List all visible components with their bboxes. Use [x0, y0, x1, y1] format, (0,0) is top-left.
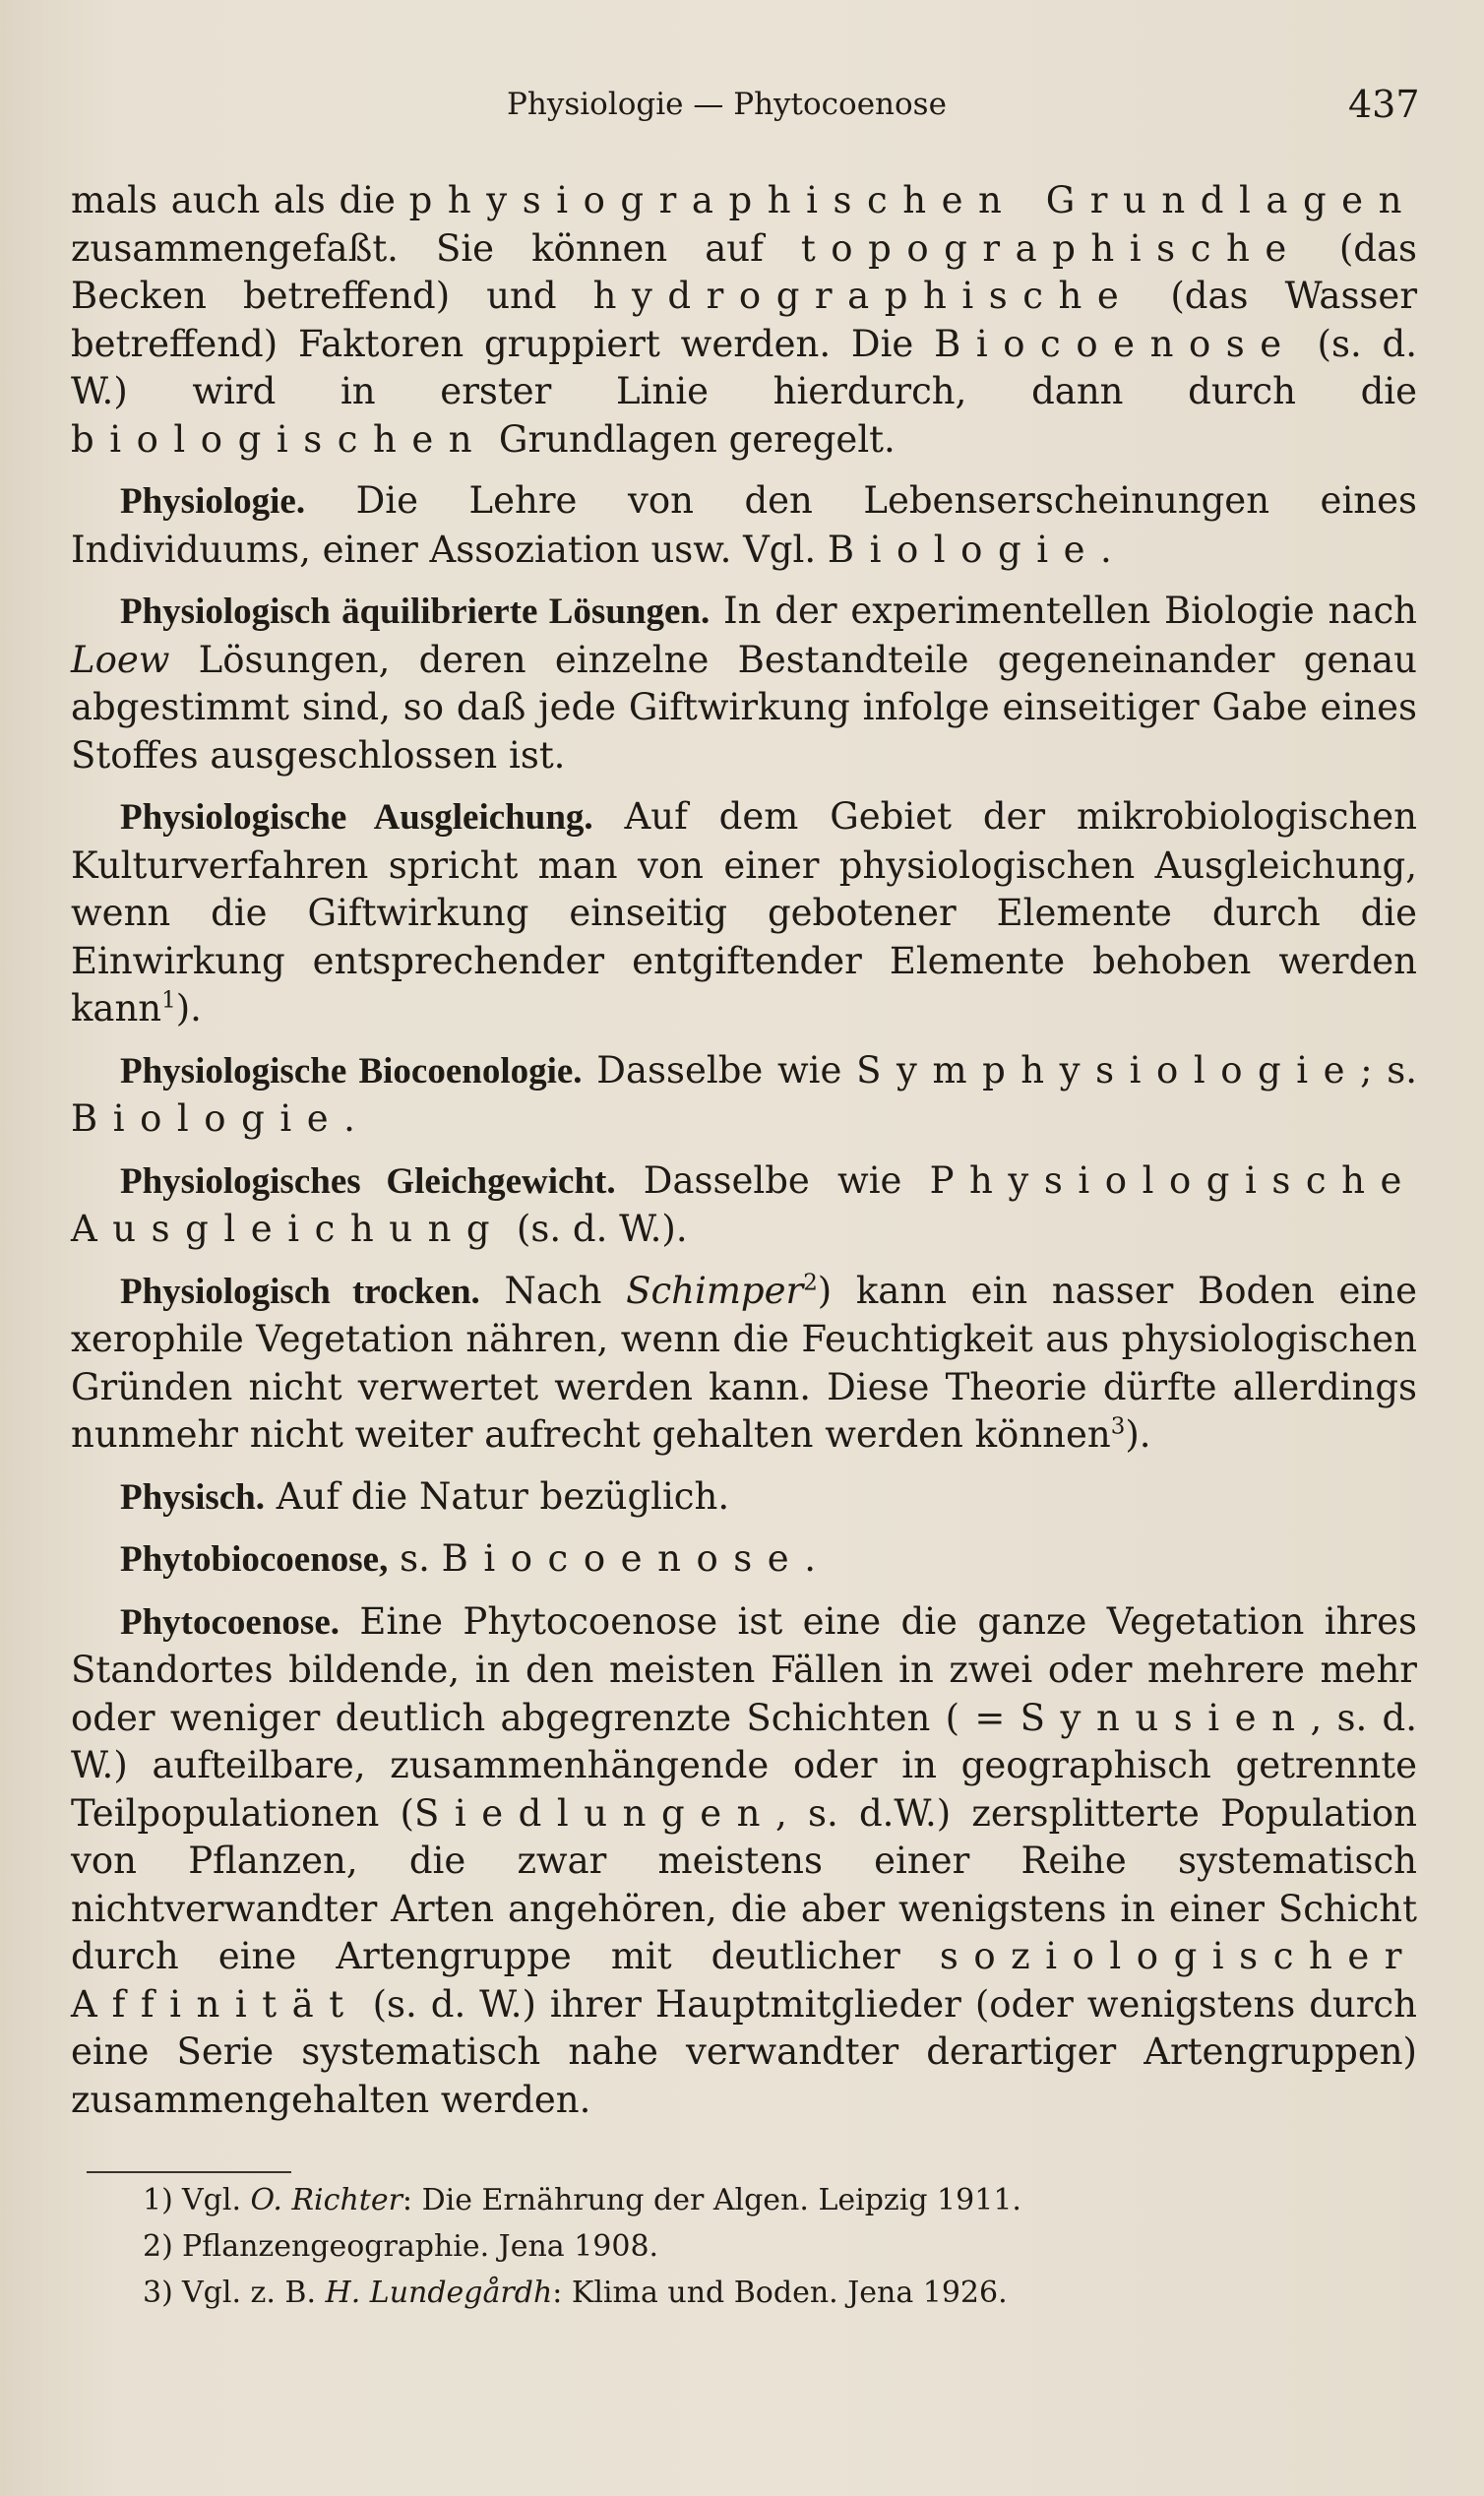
- text: Eine Phytocoenose ist eine die ganze Vegetation ihres Standortes bildende, in den meisten Fällen in zwei oder mehrere mehr oder weniger deutlich abgegrenzte Schichten ( =: [71, 1599, 1417, 1739]
- text: Auf die Natur bezüglich.: [265, 1474, 730, 1518]
- spaced-term: physiographischen Grundlagen: [408, 179, 1417, 221]
- text: ; s.: [1360, 1048, 1417, 1092]
- footnote-ref: 3: [1110, 1413, 1126, 1440]
- spaced-term: Siedlungen: [413, 1791, 776, 1835]
- text: , s. d.W.) zersplitterte Population von Pflanzen, die zwar meistens einer Reihe systematisch nichtverwandter Arten angehören, die aber wenigstens in einer Schicht durch eine Artengruppe mit deutlicher: [71, 1791, 1418, 1977]
- text: Vgl.: [182, 2183, 251, 2217]
- text: Grundlagen geregelt.: [487, 417, 896, 461]
- text: Dasselbe wie: [582, 1048, 857, 1092]
- text: , s. d. W.) aufteilbare, zusammenhängende oder in geographisch getrennte Teilpopulationen (: [71, 1696, 1417, 1835]
- entry-physiologisches-gleichgewicht: [71, 1157, 1417, 1254]
- text: s.: [388, 1537, 442, 1580]
- text: Vgl. z. B.: [182, 2276, 326, 2310]
- text: (s. d. W.) ihrer Hauptmitglieder (oder wenigstens durch eine Serie systematisch nahe verwandter derartiger Artengruppen) zusammengehalten werden.: [71, 1982, 1417, 2121]
- text: .: [1100, 528, 1112, 571]
- footnote-2: [143, 2223, 1363, 2270]
- footnote-1: [143, 2177, 1363, 2223]
- text: (das Wasser betreffend) Faktoren gruppiert werden. Die: [71, 275, 1418, 365]
- entry-term: Physiologisch äquilibrierte Lösungen.: [120, 592, 711, 632]
- spaced-term: Biocoenose: [441, 1537, 805, 1580]
- spaced-term: Symphysiologie: [856, 1048, 1361, 1092]
- text: (s. d. W.) wird in erster Linie hierdurch, dann durch die: [71, 322, 1417, 412]
- entry-phytobiocoenose: [71, 1535, 1417, 1585]
- footnote-ref: 1: [161, 987, 176, 1014]
- text: Auf dem Gebiet der mikrobiologischen Kulturverfahren spricht man von einer physiologischen Ausgleichung, wenn die Giftwirkung einseitig gebotener Elemente durch die Einwirkung entsprechender entgiftender Elemente behoben werden kann: [71, 795, 1417, 1030]
- footnotes: [143, 2177, 1363, 2316]
- continuation-paragraph: [71, 177, 1417, 464]
- spaced-term: soziologischer Affinität: [71, 1935, 1417, 2026]
- entry-term: Physiologie.: [120, 481, 306, 522]
- text: Lösungen, deren einzelne Bestandteile gegeneinander genau abgestimmt sind, so daß jede Giftwirkung infolge einseitiger Gabe eines Stoffes ausgeschlossen ist.: [71, 638, 1417, 777]
- footnote-mark: 3): [143, 2276, 173, 2310]
- entry-physiologisch-trocken: [71, 1268, 1417, 1460]
- text: mals auch als die: [71, 179, 409, 221]
- text: .: [804, 1537, 816, 1580]
- text: ).: [175, 987, 202, 1030]
- spaced-term: biologischen: [71, 417, 488, 461]
- text: In der experimentellen Biologie nach: [710, 590, 1417, 632]
- text: Nach: [479, 1269, 627, 1312]
- text: ) kann ein nasser Boden eine xerophile Vegetation nähren, wenn die Feuchtigkeit aus physiologischen Gründen nicht verwertet werden kann. Diese Theorie dürfte allerdings nunmehr nicht weiter aufrecht gehalten werden können: [71, 1269, 1417, 1456]
- entry-term: Phytobiocoenose,: [120, 1539, 389, 1580]
- entry-physiologische-ausgleichung: [71, 793, 1417, 1033]
- text: : Klima und Boden. Jena 1926.: [552, 2276, 1008, 2310]
- text: (das Becken betreffend) und: [71, 226, 1417, 317]
- entry-physisch: [71, 1473, 1417, 1523]
- text: Dasselbe wie: [615, 1158, 930, 1202]
- text: zusammengefaßt. Sie können auf: [71, 226, 801, 270]
- spaced-term: Biologie: [827, 528, 1101, 571]
- running-title: Physiologie — Phytocoenose: [507, 87, 947, 122]
- text: Die Lehre von den Lebenserscheinungen eines Individuums, einer Assoziation usw. Vgl.: [71, 479, 1417, 571]
- entry-term: Physiologisch trocken.: [120, 1271, 480, 1312]
- author-name: Schimper: [626, 1269, 804, 1312]
- entry-phytocoenose: [71, 1598, 1417, 2125]
- spaced-term: Physiologische Ausgleichung: [71, 1158, 1417, 1250]
- text: ).: [1125, 1413, 1151, 1456]
- footnote-mark: 1): [143, 2183, 173, 2217]
- author-name: O. Richter: [250, 2183, 402, 2217]
- text: : Die Ernährung der Algen. Leipzig 1911.: [402, 2183, 1021, 2217]
- page-number: 437: [1348, 83, 1420, 126]
- text: Pflanzengeographie. Jena 1908.: [182, 2229, 659, 2264]
- spaced-term: topographische: [800, 226, 1302, 270]
- footnote-3: [143, 2270, 1363, 2316]
- entry-term: Physiologische Biocoenologie.: [120, 1050, 583, 1092]
- entry-physiologische-biocoenologie: [71, 1047, 1417, 1144]
- spaced-term: Synusien: [1020, 1696, 1311, 1739]
- text: .: [343, 1097, 355, 1140]
- entry-term: Physisch.: [120, 1476, 266, 1518]
- footnote-ref: 2: [803, 1270, 818, 1296]
- spaced-term: Biocoenose: [934, 322, 1297, 365]
- entry-term: Physiologische Ausgleichung.: [120, 797, 593, 838]
- entry-term: Phytocoenose.: [120, 1601, 340, 1643]
- spaced-term: Biologie: [71, 1097, 344, 1140]
- footnote-mark: 2): [143, 2229, 173, 2264]
- spaced-term: hydrographische: [592, 275, 1135, 317]
- entry-term: Physiologisches Gleichgewicht.: [120, 1160, 616, 1202]
- page-header: [0, 83, 1484, 136]
- author-name: Loew: [71, 638, 170, 681]
- entry-physiologie: [71, 477, 1417, 574]
- text: (s. d. W.).: [505, 1208, 688, 1250]
- entry-physiologisch-aequilibrierte-loesungen: [71, 588, 1417, 780]
- footnote-divider: [87, 2171, 291, 2173]
- author-name: H. Lundegårdh: [325, 2276, 553, 2310]
- page-body: [71, 177, 1417, 2124]
